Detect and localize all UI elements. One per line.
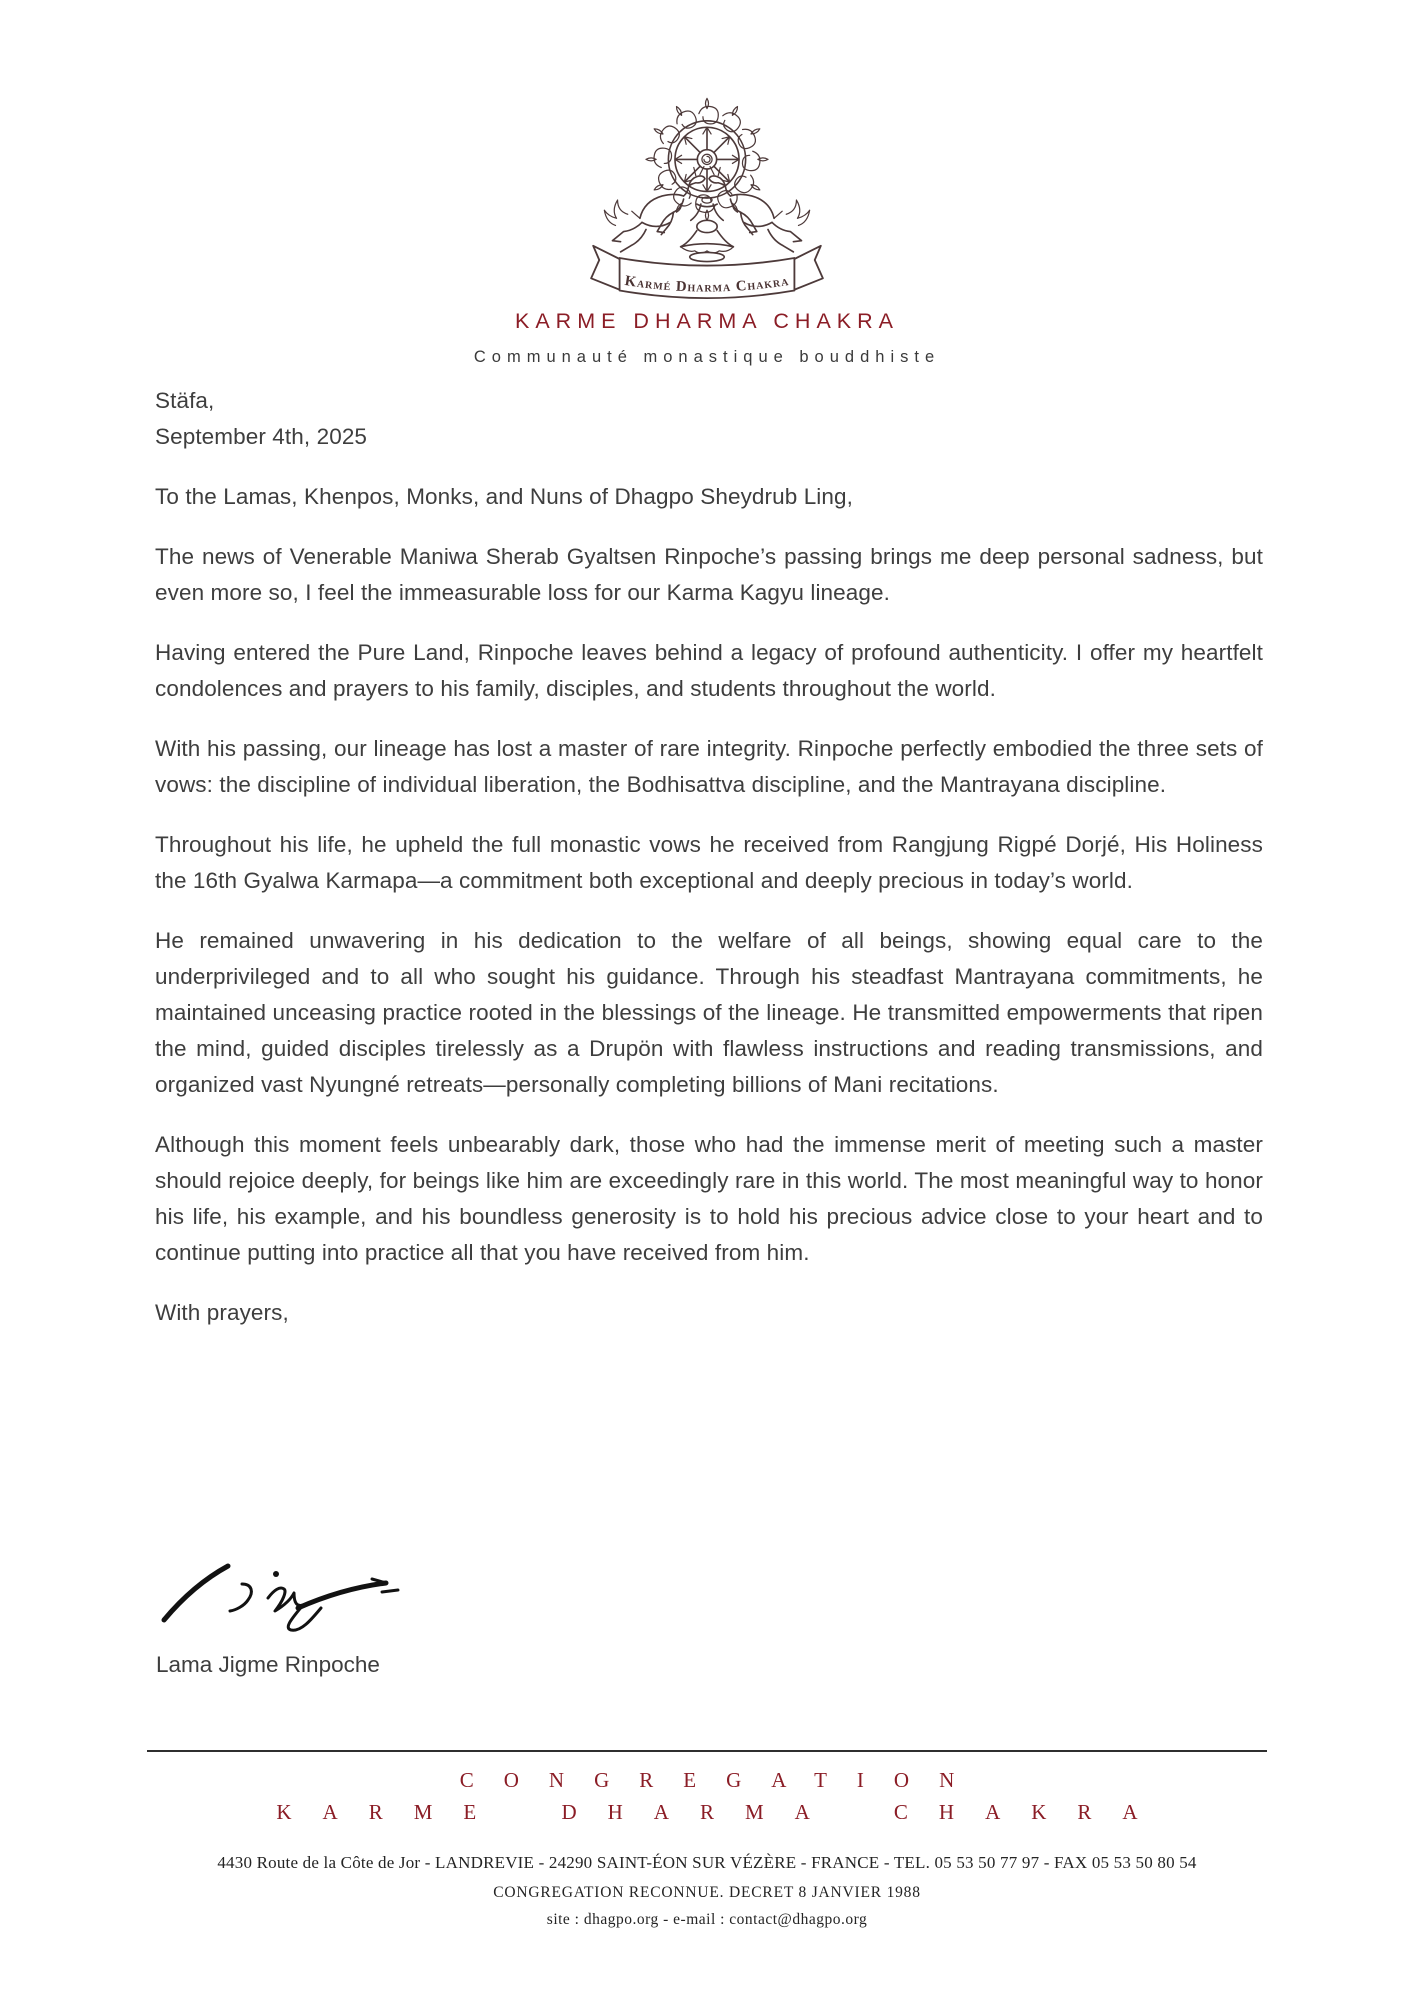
footer xyxy=(0,1750,1414,1929)
dateline xyxy=(155,383,1263,455)
ribbon-banner xyxy=(591,246,823,298)
lotus-base-icon xyxy=(681,197,734,262)
paragraph-3: With his passing, our lineage has lost a master of rare integrity. Rinpoche perfectly embodied the three sets of vows: the discipline of individual liberation, the Bodhisattva discipline, and the Mantrayana discipline. xyxy=(155,736,1263,797)
organization-title: KARME DHARMA CHAKRA xyxy=(515,309,899,333)
closing: With prayers, xyxy=(155,1300,289,1325)
paragraph-2: Having entered the Pure Land, Rinpoche leaves behind a legacy of profound authenticity. I offer my heartfelt condolences and prayers to his family, disciples, and students throughout the world. xyxy=(155,640,1263,701)
footer-congregation-line2: KARME DHARMA CHAKRA xyxy=(276,1800,1169,1824)
letter-body xyxy=(155,383,1263,1355)
dharma-wheel-icon xyxy=(668,121,745,198)
footer-divider xyxy=(147,1750,1267,1752)
footer-contact: site : dhagpo.org - e-mail : contact@dhagpo.org xyxy=(546,1911,868,1928)
signature-scribble-icon xyxy=(156,1538,406,1638)
paragraph-6: Although this moment feels unbearably dark, those who had the immense merit of meeting such a master should rejoice deeply, for beings like him are exceedingly rare in this world. The most meaningful way to honor his life, his example, and his boundless generosity is to hold his precious advice close to your heart and to continue putting into practice all that you have received from him. xyxy=(155,1132,1263,1265)
ornate-ring xyxy=(646,98,768,220)
salutation: To the Lamas, Khenpos, Monks, and Nuns of Dhagpo Sheydrub Ling, xyxy=(155,484,853,509)
paragraph-5: He remained unwavering in his dedication to the welfare of all beings, showing equal care to the underprivileged and to all who sought his guidance. Through his steadfast Mantrayana commitments, he maintained unceasing practice rooted in the blessings of the lineage. He transmitted empowerments that ripen the mind, guided disciples tirelessly as a Drupön with flawless instructions and reading transmissions, and organized vast Nyungné retreats—personally completing billions of Mani recitations. xyxy=(155,928,1263,1097)
place-line: Stäfa, xyxy=(155,388,215,413)
date-line: September 4th, 2025 xyxy=(155,424,368,449)
footer-congregation-line1: CONGREGATION xyxy=(459,1768,985,1792)
footer-address: 4430 Route de la Côte de Jor - LANDREVIE - 24290 SAINT-ÉON SUR VÉZÈRE - FRANCE - TEL. 05 53 50 77 97 - FAX 05 53 50 80 54 xyxy=(217,1853,1197,1872)
karme-dharma-chakra-logo xyxy=(583,96,831,300)
letterhead xyxy=(0,96,1414,367)
signature-block xyxy=(156,1538,406,1680)
organization-subtitle: Communauté monastique bouddhiste xyxy=(473,348,941,366)
paragraph-4: Throughout his life, he upheld the full monastic vows he received from Rangjung Rigpé Dorjé, His Holiness the 16th Gyalwa Karmapa—a commitment both exceptional and deeply precious in today’s world. xyxy=(155,832,1263,893)
signatory-name: Lama Jigme Rinpoche xyxy=(156,1652,380,1677)
paragraph-1: The news of Venerable Maniwa Sherab Gyaltsen Rinpoche’s passing brings me deep personal sadness, but even more so, I feel the immeasurable loss for our Karma Kagyu lineage. xyxy=(155,544,1263,605)
footer-recognition: CONGREGATION RECONNUE. DECRET 8 JANVIER 1988 xyxy=(493,1884,921,1901)
banner-text: Karmé Dharma Chakra xyxy=(623,273,791,296)
